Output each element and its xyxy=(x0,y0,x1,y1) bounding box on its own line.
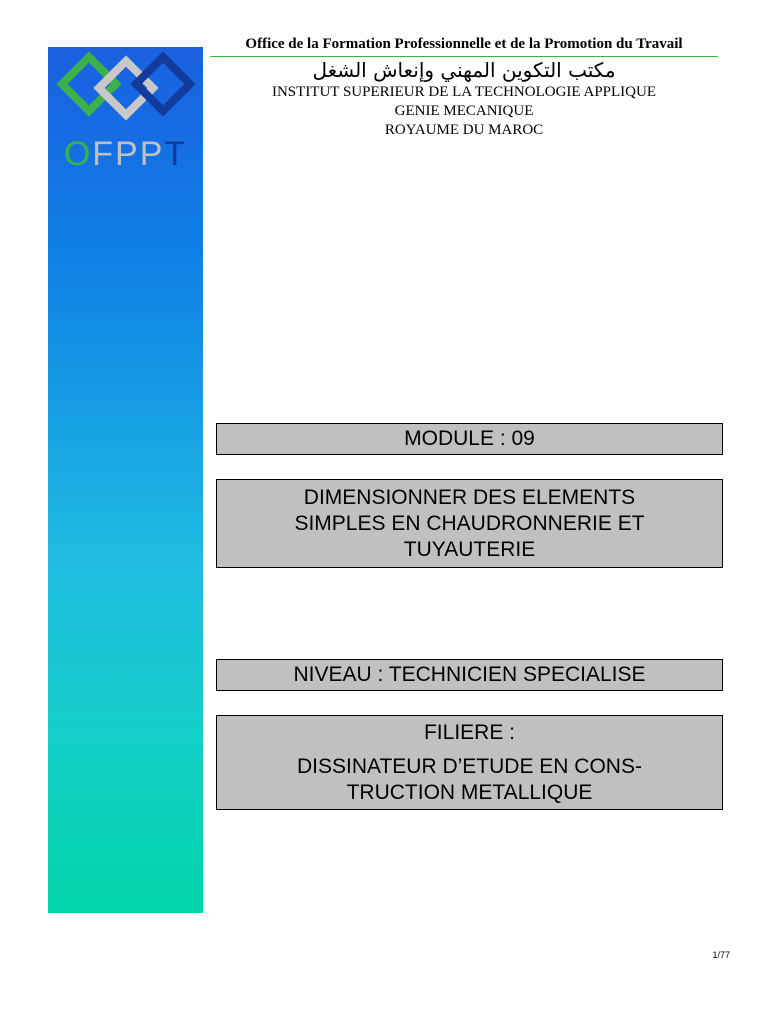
logo-letters-fpp: FPP xyxy=(92,135,165,173)
module-box xyxy=(216,423,723,455)
title-line: SIMPLES EN CHAUDRONNERIE ET xyxy=(294,511,645,535)
filiere-box xyxy=(216,715,723,810)
ofppt-logo-text xyxy=(48,135,203,174)
office-name: Office de la Formation Professionnelle et de la Promotion du Travail xyxy=(245,36,683,52)
filiere-line: DISSINATEUR D’ETUDE EN CONS- xyxy=(297,754,642,778)
filiere-label: FILIERE : xyxy=(423,720,516,744)
logo-letter-t: T xyxy=(164,135,188,173)
sidebar-gradient-band xyxy=(48,47,203,913)
title-line: DIMENSIONNER DES ELEMENTS xyxy=(303,485,636,509)
niveau-label: NIVEAU : TECHNICIEN SPECIALISE xyxy=(293,663,646,686)
page-number: 1/77 xyxy=(712,950,730,960)
title-line: TUYAUTERIE xyxy=(403,537,536,561)
document-header xyxy=(210,34,718,140)
module-label: MODULE : 09 xyxy=(404,427,535,450)
ofppt-chain-logo-icon xyxy=(56,51,196,121)
module-title-box xyxy=(216,479,723,568)
logo-letter-o: O xyxy=(63,135,93,173)
country-name: ROYAUME DU MAROC xyxy=(384,122,544,138)
arabic-office-name: مكتب التكوين المهني وإنعاش الشغل xyxy=(312,58,616,82)
department-name: GENIE MECANIQUE xyxy=(394,103,534,119)
filiere-line: TRUCTION METALLIQUE xyxy=(346,780,593,804)
niveau-box xyxy=(216,659,723,691)
institute-name: INSTITUT SUPERIEUR DE LA TECHNOLOGIE APPLIQUE xyxy=(271,84,657,100)
